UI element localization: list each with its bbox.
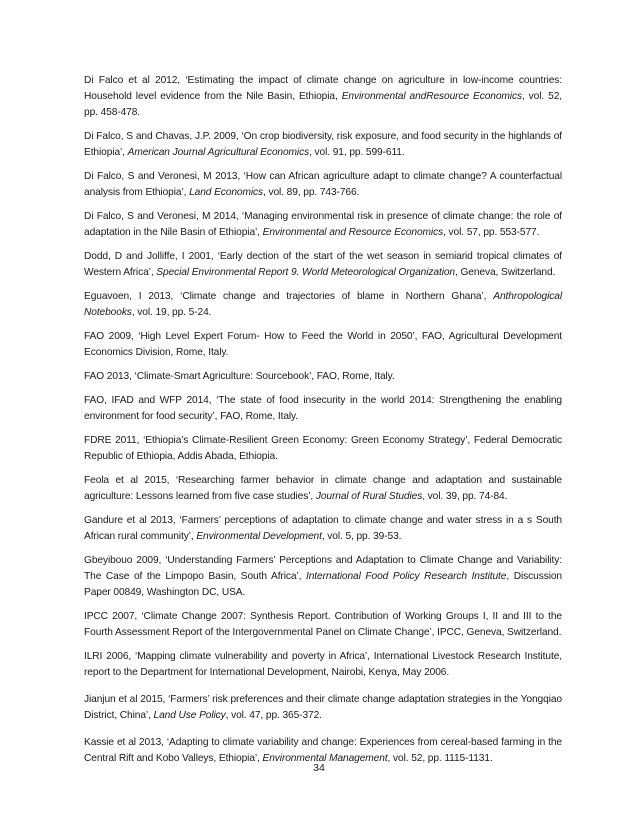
reference-entry [84,393,562,425]
reference-details: , vol. 19, pp. 5-24. [131,307,212,318]
reference-entry [84,369,562,385]
reference-text: Gbeyibouo 2009, ‘Understanding Farmers’ Perceptions and Adaptation to Climate Change and Variability: The Case of the Limpopo Basin, South Africa’, [84,555,562,582]
reference-entry [84,73,562,121]
reference-entry [84,513,562,545]
reference-source: Environmental Management [262,753,388,764]
reference-source: Land Use Policy [153,710,226,721]
reference-details: , vol. 5, pp. 39-53. [321,531,402,542]
reference-text: Di Falco et al 2012, ‘Estimating the impact of climate change on agriculture in low-income countries: Household level evidence from the Nile Basin, Ethiopia, [84,75,562,102]
reference-source: Journal of Rural Studies [315,491,423,502]
reference-text: Feola et al 2015, ‘Researching farmer behavior in climate change and adaptation and sustainable agriculture: Lessons learned from five case studies’, [84,475,562,502]
reference-entry [84,209,562,241]
reference-source: Environmental Development [196,531,322,542]
page-number: 34 [313,762,325,774]
reference-text: Di Falco, S and Chavas, J.P. 2009, ‘On crop biodiversity, risk exposure, and food security in the highlands of Ethiopia’, [84,131,562,158]
reference-details: , vol. 47, pp. 365-372. [225,710,322,721]
reference-entry [84,169,562,201]
reference-text: Kassie et al 2013, ‘Adapting to climate variability and change: Experiences from cereal-based farming in the Central Rift and Kobo Valleys, Ethiopia’, [84,737,562,764]
reference-text: FDRE 2011, ‘Ethiopia’s Climate-Resilient Green Economy: Green Economy Strategy’, Federal Democratic Republic of Ethiopia, Addis Abada, Ethiopia. [84,435,562,462]
reference-details: , vol. 57, pp. 553-577. [443,227,540,238]
reference-details: , vol. 39, pp. 74-84. [422,491,508,502]
reference-text: Di Falco, S and Veronesi, M 2014, ‘Managing environmental risk in presence of climate change: the role of adaptation in the Nile Basin of Ethiopia’, [84,211,562,238]
reference-source: Environmental and Resource Economics [262,227,444,238]
reference-source: International Food Policy Research Institute [306,571,507,582]
reference-source: Anthropological Notebooks [84,291,562,318]
reference-text: FAO 2009, ‘High Level Expert Forum- How to Feed the World in 2050’, FAO, Agricultural Development Economics Division, Rome, Italy. [84,331,562,358]
reference-entry [84,329,562,361]
reference-details: , Discussion Paper 00849, Washington DC, USA. [84,571,562,598]
reference-details: , vol. 52, pp. 458-478. [84,91,563,118]
reference-text: FAO, IFAD and WFP 2014, ‘The state of food insecurity in the world 2014: Strengthening the enabling environment for food security’, FAO, Rome, Italy. [84,395,562,422]
reference-entry [84,473,562,505]
reference-text: Gandure et al 2013, ‘Farmers’ perceptions of adaptation to climate change and water stress in a s South African rural community’, [84,515,562,542]
reference-text: FAO 2013, ‘Climate-Smart Agriculture: Sourcebook’, FAO, Rome, Italy. [84,371,395,382]
reference-entry [84,609,562,641]
reference-details: , vol. 52, pp. 1115-1131. [387,753,493,764]
reference-text: Eguavoen, I 2013, ‘Climate change and trajectories of blame in Northern Ghana’, [84,291,494,302]
reference-details: , Geneva, Switzerland. [455,267,556,278]
reference-entry [84,249,562,281]
reference-entry [84,692,562,724]
reference-entry [84,433,562,465]
reference-source: Environmental andResource Economics [341,91,522,102]
reference-source: Special Environmental Report 9. World Meteorological Organization [156,267,455,278]
reference-details: , vol. 89, pp. 743-766. [263,187,360,198]
reference-text: IPCC 2007, ‘Climate Change 2007: Synthesis Report. Contribution of Working Groups I, II and III to the Fourth Assessment Report of the Intergovernmental Panel on Climate Change’, IPCC, Geneva, Switzerland. [84,611,562,638]
reference-text: Dodd, D and Jolliffe, I 2001, ‘Early dection of the start of the wet season in semiarid tropical climates of Western Africa’, [84,251,562,278]
reference-list [84,73,562,775]
reference-details: , vol. 91, pp. 599-611. [309,147,405,158]
reference-text: Jianjun et al 2015, ‘Farmers’ risk preferences and their climate change adaptation strategies in the Yongqiao District, China’, [84,694,562,721]
reference-entry [84,649,562,681]
reference-entry [84,289,562,321]
reference-entry [84,553,562,601]
reference-text: ILRI 2006, ‘Mapping climate vulnerability and poverty in Africa’, International Livestock Research Institute, report to the Department for International Development, Nairobi, Kenya, May 2006. [84,651,562,678]
reference-text: Di Falco, S and Veronesi, M 2013, ‘How can African agriculture adapt to climate change? A counterfactual analysis from Ethiopia’, [84,171,562,198]
reference-entry [84,129,562,161]
reference-source: American Journal Agricultural Economics [127,147,310,158]
reference-source: Land Economics [189,187,264,198]
